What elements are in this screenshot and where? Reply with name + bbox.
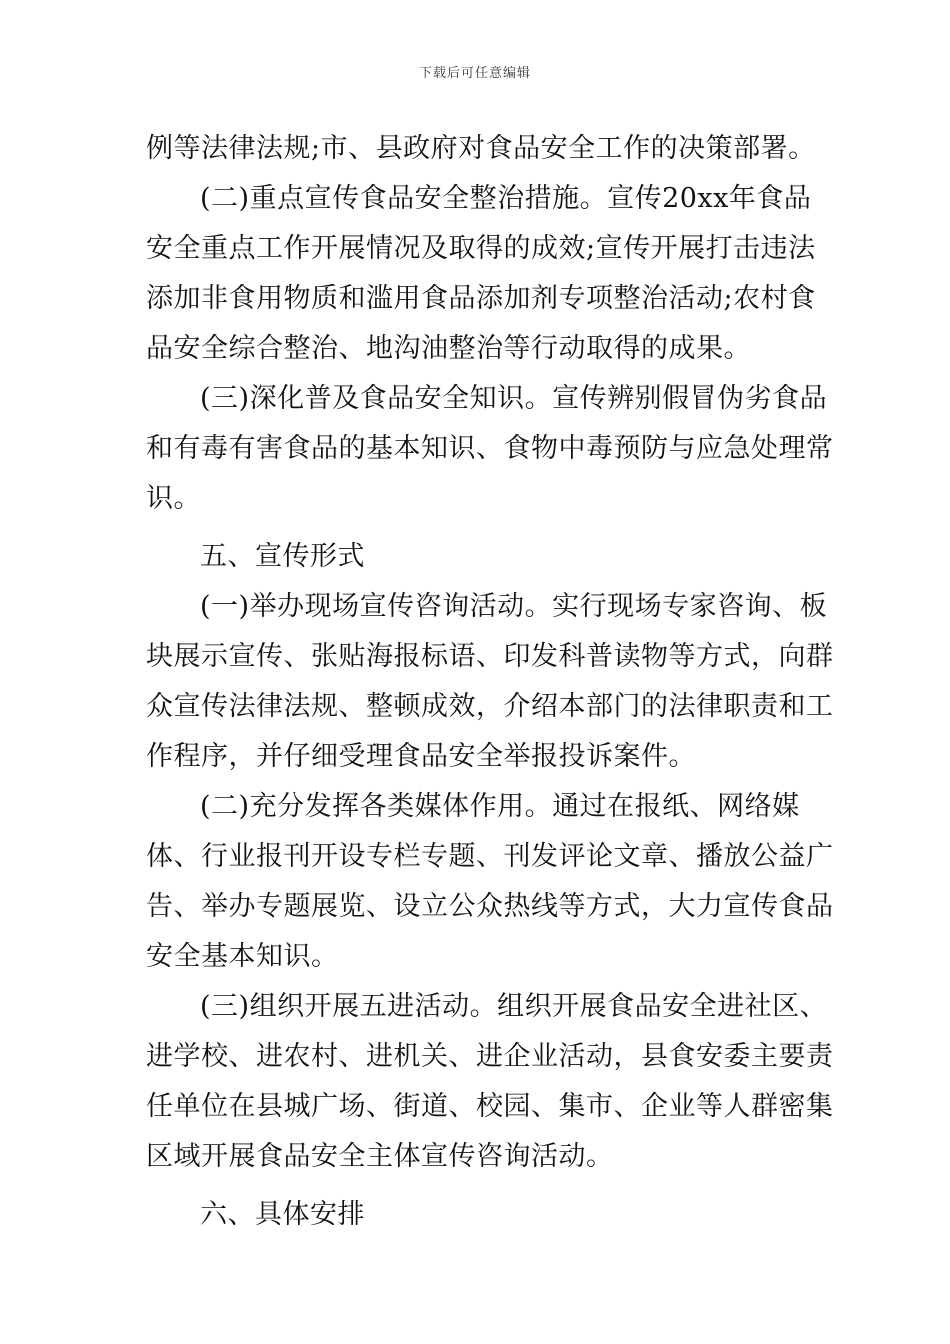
page-header-note: 下载后可任意编辑 — [418, 66, 531, 81]
paragraph-continued: 例等法律法规;市、县政府对食品安全工作的决策部署。 — [146, 133, 816, 164]
paragraph-key-measures: (二)重点宣传食品安全整治措施。宣传20xx年食品安全重点工作开展情况及取得的成效;宣传开展打击违法添加非食用物质和滥用食品添加剂专项整治活动;农村食品安全综合整治、地沟油整治等行动取得的成果。 — [146, 183, 816, 364]
document-body — [146, 124, 836, 1240]
paragraph-five-entries: (三)组织开展五进活动。组织开展食品安全进社区、进学校、进农村、进机关、进企业活动，县食安委主要责任单位在县城广场、街道、校园、集市、企业等人群密集区域开展食品安全主体宣传咨询活动。 — [146, 991, 834, 1172]
paragraph-knowledge: (三)深化普及食品安全知识。宣传辨别假冒伪劣食品和有毒有害食品的基本知识、食物中毒预防与应急处理常识。 — [146, 383, 834, 514]
section-heading-forms: 五、宣传形式 — [200, 541, 365, 572]
paragraph-media: (二)充分发挥各类媒体作用。通过在报纸、网络媒体、行业报刊开设专栏专题、刊发评论文章、播放公益广告、举办专题展览、设立公众热线等方式，大力宣传食品安全基本知识。 — [146, 791, 834, 972]
section-heading-arrangements: 六、具体安排 — [200, 1199, 365, 1230]
paragraph-onsite-activity: (一)举办现场宣传咨询活动。实行现场专家咨询、板块展示宣传、张贴海报标语、印发科普读物等方式，向群众宣传法律法规、整顿成效，介绍本部门的法律职责和工作程序，并仔细受理食品安全举报投诉案件。 — [146, 591, 834, 772]
